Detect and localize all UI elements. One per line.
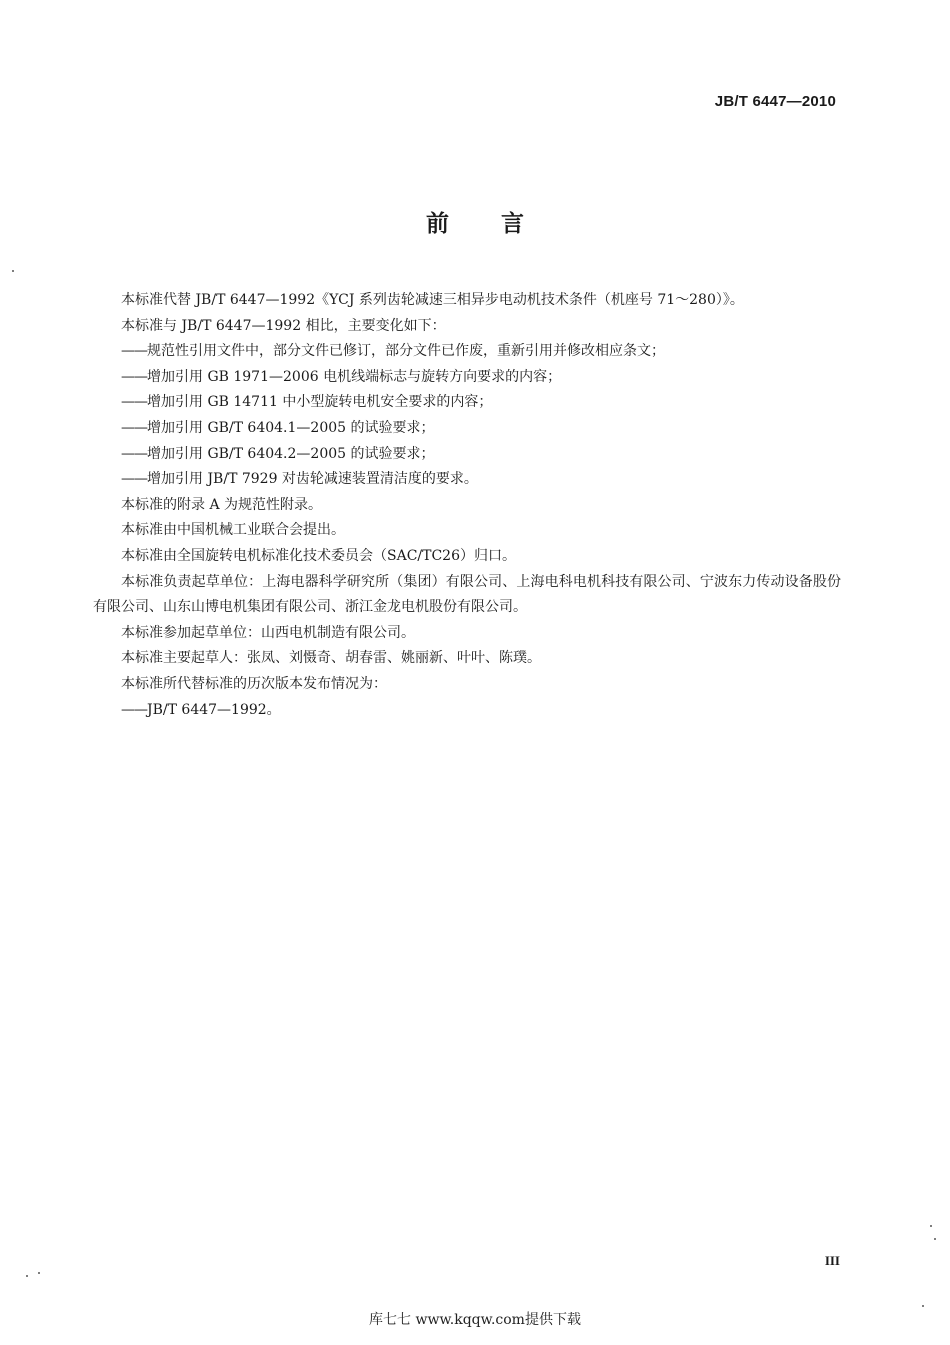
paragraph-appendix: 本标准的附录 A 为规范性附录。	[121, 496, 323, 513]
paragraph-drafters: 本标准主要起草人：张凤、刘慑奇、胡春雷、姚丽新、叶叶、陈璞。	[121, 650, 541, 667]
scan-speck	[930, 1225, 932, 1227]
change-item-text: 增加引用 GB/T 6404.2—2005 的试验要求；	[147, 445, 435, 462]
dash-marker: ——	[121, 368, 147, 385]
dash-marker: ——	[121, 343, 147, 360]
paragraph-drafting-units: 本标准负责起草单位：上海电器科学研究所（集团）有限公司、上海电科电机科技有限公司、宁波东力传动设备股份有限公司、山东山博电机集团有限公司、浙江金龙电机股份有限公司。	[93, 573, 841, 616]
scan-speck	[26, 1275, 28, 1277]
paragraph-history: 本标准所代替标准的历次版本发布情况为：	[121, 675, 387, 692]
change-item	[93, 339, 841, 365]
change-item-text: 增加引用 JB/T 7929 对齿轮减速装置清洁度的要求。	[147, 471, 478, 488]
history-item	[93, 698, 841, 724]
page-number: III	[824, 1253, 840, 1268]
scan-speck	[38, 1272, 40, 1274]
change-item-text: 规范性引用文件中，部分文件已修订，部分文件已作废，重新引用并修改相应条文；	[147, 343, 665, 360]
dash-marker: ——	[121, 471, 147, 488]
paragraph-changes-intro: 本标准与 JB/T 6447—1992 相比，主要变化如下：	[121, 317, 446, 334]
paragraph-managed-by: 本标准由全国旋转电机标准化技术委员会（SAC/TC26）归口。	[121, 547, 516, 564]
scan-speck	[12, 270, 14, 272]
change-item	[93, 416, 841, 442]
standard-code: JB/T 6447—2010	[714, 93, 836, 110]
change-item-text: 增加引用 GB/T 6404.1—2005 的试验要求；	[147, 419, 435, 436]
scan-speck	[934, 1238, 936, 1240]
paragraph-replaces: 本标准代替 JB/T 6447—1992《YCJ 系列齿轮减速三相异步电动机技术条件（机座号 71～280）》。	[121, 292, 744, 308]
change-item	[93, 365, 841, 391]
scan-speck	[922, 1305, 924, 1307]
dash-marker: ——	[121, 701, 147, 718]
change-item	[93, 467, 841, 493]
paragraph-participating-units: 本标准参加起草单位：山西电机制造有限公司。	[121, 624, 415, 641]
page-title: 前言	[426, 211, 576, 237]
paragraph-proposed-by: 本标准由中国机械工业联合会提出。	[121, 522, 345, 539]
download-footer-note: 库七七 www.kqqw.com提供下载	[369, 1312, 581, 1328]
dash-marker: ——	[121, 394, 147, 411]
history-item-text: JB/T 6447—1992。	[147, 701, 281, 718]
preface-body	[93, 288, 841, 723]
change-item-text: 增加引用 GB 14711 中小型旋转电机安全要求的内容；	[147, 394, 493, 411]
change-item	[93, 390, 841, 416]
change-item	[93, 442, 841, 468]
dash-marker: ——	[121, 445, 147, 462]
change-item-text: 增加引用 GB 1971—2006 电机线端标志与旋转方向要求的内容；	[147, 368, 562, 385]
dash-marker: ——	[121, 419, 147, 436]
